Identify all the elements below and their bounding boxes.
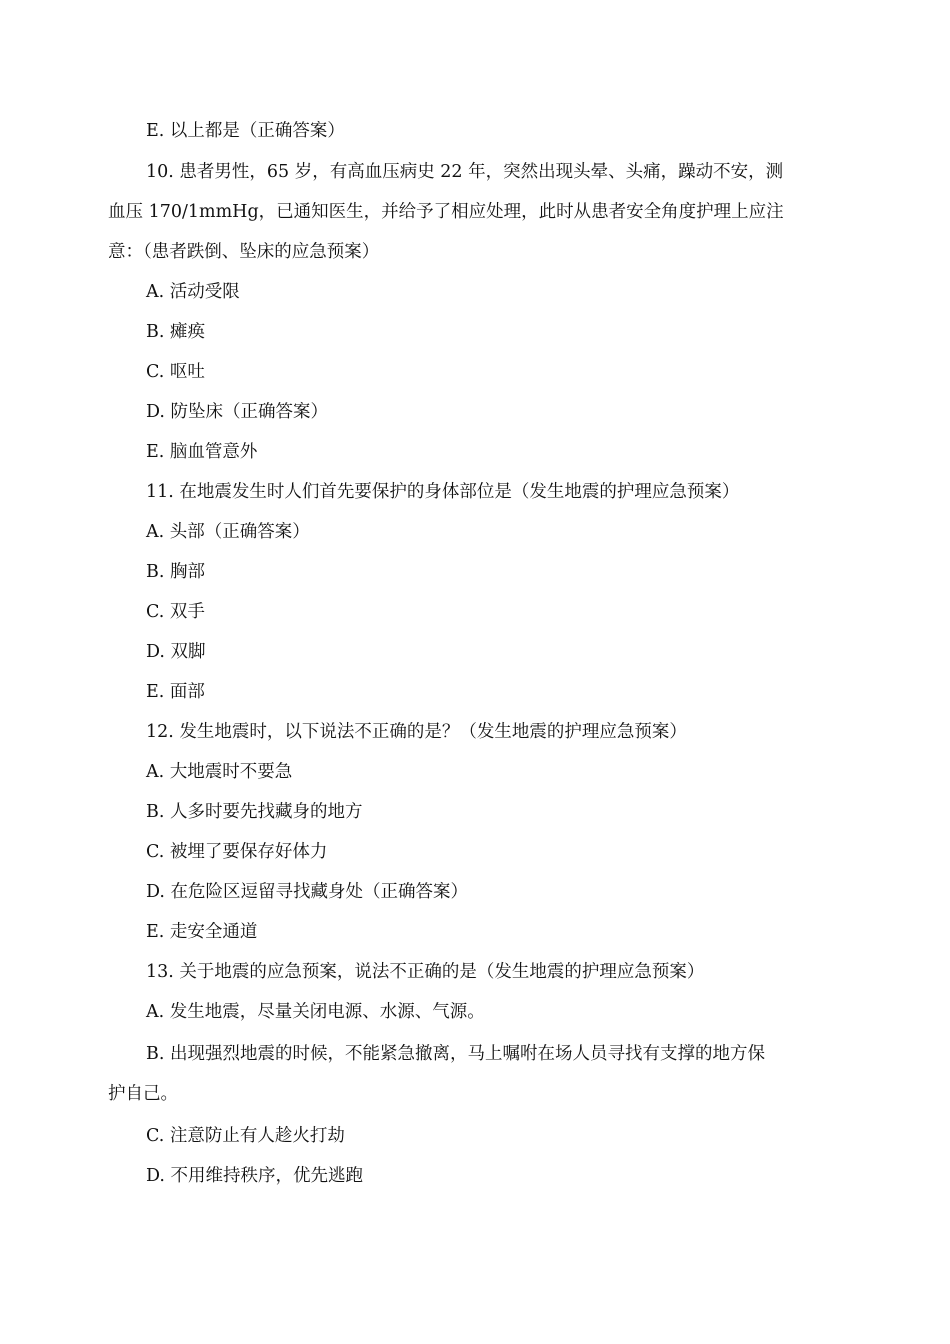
option-line: B. 瘫痪 bbox=[146, 322, 205, 342]
option-line: E. 脑血管意外 bbox=[146, 442, 258, 462]
option-line: D. 不用维持秩序，优先逃跑 bbox=[146, 1166, 364, 1186]
option-line: A. 头部（正确答案） bbox=[146, 522, 310, 542]
option-line: B. 出现强烈地震的时候，不能紧急撤离，马上嘱咐在场人员寻找有支撑的地方保 bbox=[146, 1044, 765, 1064]
question-line: 10. 患者男性，65 岁，有高血压病史 22 年，突然出现头晕、头痛，躁动不安，测 bbox=[146, 162, 784, 182]
question-line: 13. 关于地震的应急预案，说法不正确的是（发生地震的护理应急预案） bbox=[146, 962, 705, 982]
option-line: B. 人多时要先找藏身的地方 bbox=[146, 802, 363, 822]
option-line: D. 防坠床（正确答案） bbox=[146, 402, 329, 422]
option-line: A. 发生地震，尽量关闭电源、水源、气源。 bbox=[146, 1002, 485, 1022]
option-line: D. 在危险区逗留寻找藏身处（正确答案） bbox=[146, 882, 469, 902]
question-line: 12. 发生地震时，以下说法不正确的是？（发生地震的护理应急预案） bbox=[146, 722, 687, 742]
option-line: A. 大地震时不要急 bbox=[146, 762, 293, 782]
option-line: C. 被埋了要保存好体力 bbox=[146, 842, 328, 862]
option-line: B. 胸部 bbox=[146, 562, 205, 582]
option-line: E. 走安全通道 bbox=[146, 922, 258, 942]
option-line: 护自己。 bbox=[108, 1084, 178, 1104]
question-line: 11. 在地震发生时人们首先要保护的身体部位是（发生地震的护理应急预案） bbox=[146, 482, 740, 502]
question-line: 血压 170/1mmHg，已通知医生，并给予了相应处理，此时从患者安全角度护理上应注 bbox=[108, 202, 784, 222]
question-line: 意：（患者跌倒、坠床的应急预案） bbox=[108, 242, 380, 262]
option-line: C. 注意防止有人趁火打劫 bbox=[146, 1126, 345, 1146]
option-line: D. 双脚 bbox=[146, 642, 206, 662]
option-line: E. 面部 bbox=[146, 682, 205, 702]
option-line: E. 以上都是（正确答案） bbox=[146, 121, 345, 141]
option-line: C. 双手 bbox=[146, 602, 205, 622]
option-line: C. 呕吐 bbox=[146, 362, 205, 382]
option-line: A. 活动受限 bbox=[146, 282, 240, 302]
